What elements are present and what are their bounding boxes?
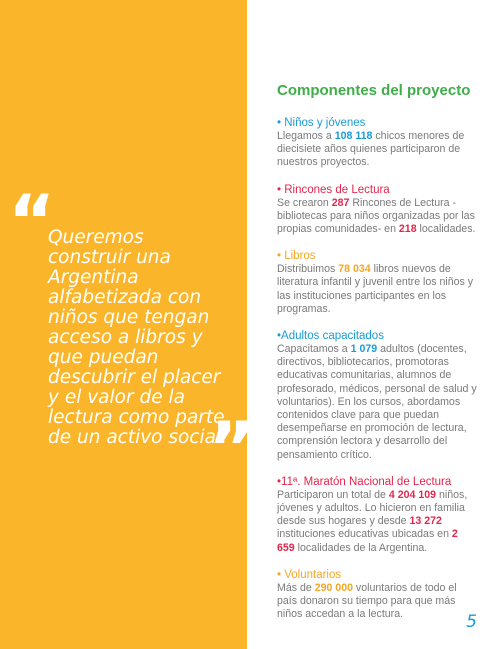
project-components-column <box>277 82 477 634</box>
body-text: Capacitamos a <box>277 343 351 356</box>
body-text: libros nuevos de literatura infantil y juvenil entre los niños y las instituciones participantes en los programas. <box>277 263 474 315</box>
body-text: Participaron un total de <box>277 488 389 501</box>
section-title: • Rincones de Lectura <box>277 183 390 196</box>
stat-number: 218 <box>398 223 417 236</box>
stat-number: 13 272 <box>409 515 442 528</box>
section-reading-marathon <box>277 475 477 555</box>
section-title: • Voluntarios <box>277 568 342 581</box>
stat-number: 1 079 <box>350 343 378 356</box>
close-quote-mark: ” <box>208 406 256 490</box>
body-text: voluntarios de todo el país donaron su tiempo para que más niños accedan a la lectura. <box>277 581 457 621</box>
body-text: instituciones educativas ubicadas en <box>277 528 452 541</box>
section-children <box>277 116 477 170</box>
body-text: Rincones de Lectura - bibliotecas para niños organizadas por las propias comunidades- en <box>277 196 475 236</box>
section-title: • Libros <box>277 250 316 263</box>
section-body <box>277 343 477 462</box>
stat-number: 108 118 <box>334 130 373 142</box>
stat-number: 2 659 <box>277 528 458 554</box>
section-body <box>277 263 477 316</box>
body-text: Más de <box>277 581 315 594</box>
section-title: • Niños y jóvenes <box>277 117 366 129</box>
section-title: •Adultos capacitados <box>277 330 384 343</box>
stat-number: 4 204 109 <box>388 488 437 501</box>
open-quote-mark: “ <box>8 179 56 263</box>
section-body <box>277 582 477 622</box>
section-body <box>277 489 477 555</box>
section-heading: Componentes del proyecto <box>277 82 471 99</box>
section-volunteers <box>277 568 477 622</box>
stat-number: 290 000 <box>314 581 353 594</box>
section-trained-adults <box>277 329 477 462</box>
pull-quote-text: Queremos construir una Argentina alfabetizada con niños que tengan acceso a libros y que puedan descubrir el placer y el valor de la lectura como parte de un activo social. <box>48 227 228 448</box>
body-text: Se crearon <box>277 196 332 209</box>
section-reading-corners <box>277 183 477 237</box>
section-body <box>277 130 477 170</box>
body-text: Llegamos a <box>277 130 335 142</box>
section-books <box>277 249 477 316</box>
body-text: chicos menores de diecisiete años quienes participaron de nuestros proyectos. <box>277 130 465 169</box>
stat-number: 78 034 <box>338 263 371 276</box>
section-body <box>277 197 477 237</box>
body-text: localidades de la Argentina. <box>294 541 428 554</box>
stat-number: 287 <box>331 196 350 209</box>
page-number: 5 <box>466 612 477 632</box>
body-text: adultos (docentes, directivos, bibliotecarios, promotoras educativas comunitarias, alumnos de profesorado, médicos, personal de salud y voluntarios). En los cursos, abordamos contenidos clave para que puedan desempeñarse en promoción de lectura, comprensión lectora y desarrollo del pensamiento crítico. <box>277 343 477 461</box>
section-title: •11ª. Maratón Nacional de Lectura <box>277 475 452 488</box>
body-text: Distribuimos <box>277 263 339 276</box>
body-text: niños, jóvenes y adultos. Lo hicieron en familia desde sus hogares y desde <box>277 488 468 528</box>
body-text: localidades. <box>416 223 476 236</box>
